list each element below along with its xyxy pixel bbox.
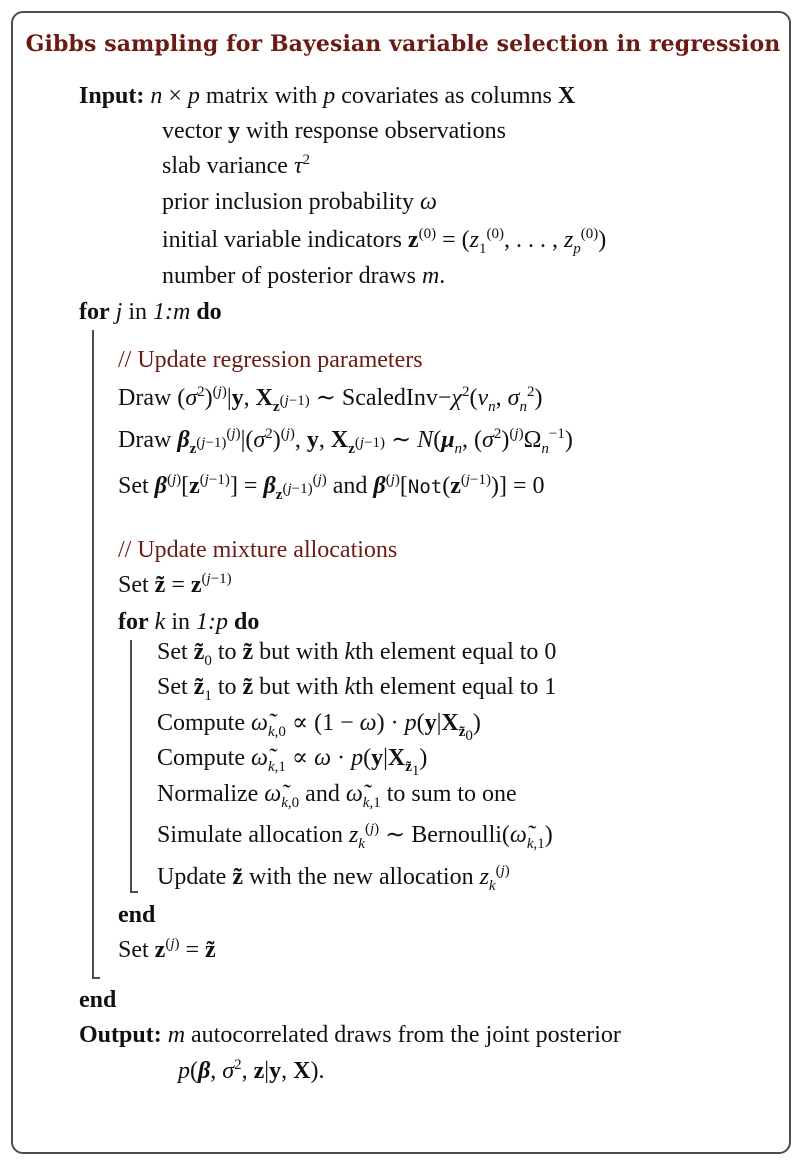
for-k-scope-line [130,640,132,892]
input-line-5: initial variable indicators $z^{(0)} = (z_1^{(0)}$, . . . , $z_p^{(0)}$) [162,226,607,257]
k-step-2: Set $z̃_1$ to z̃ but with kth element equal to 1 [157,674,557,704]
set-beta-step: Set $\beta^{(j)}[z^{(j-1)}] = \beta_{z^{(j-1)}}^{(j)}$ and $\beta^{(j)}[Not(z^{(j-1)})] = 0$ [118,472,545,503]
comment-update-mixture: // Update mixture allocations [118,537,398,563]
set-zj-step: Set $z^{(j)}$ = z̃ [118,936,216,963]
input-line-6: number of posterior draws m. [162,263,446,289]
draw-sigma-step: Draw $(\sigma^2)^{(j)}|y$, $X_{z^{(j-1)}}$ ∼ $ScaledInv-\chi^2(\nu_n$, $\sigma_n^2$) [118,384,543,415]
comment-update-regression: // Update regression parameters [118,347,423,373]
k-step-6: Simulate allocation $z_k^{(j)}$ ∼ $Bernoulli(\omegã_{k,1})$ [157,821,553,852]
k-step-1: Set $z̃_0$ to z̃ but with kth element equal to 0 [157,639,557,669]
set-ztilde-step: Set z̃ = $z^{(j-1)}$ [118,571,232,598]
for-j-scope-line [92,330,94,978]
for-j-end: end [79,987,117,1013]
draw-beta-step: Draw $\beta_{z^{(j-1)}}^{(j)}|(\sigma^2)^{(j)}$, y, $X_{z^{(j-1)}}$ ∼ $N(\mu_n$, $(\sigma^2)^{(j)}\Omega_n^{-1}$) [118,426,573,457]
algorithm-title: Gibbs sampling for Bayesian variable selection in regression [25,31,781,57]
for-j-scope-tick [92,977,100,979]
input-line-3: slab variance $\tau^2$ [162,152,311,179]
output-line-2: p(β, $\sigma^2$, z|y, X). [178,1057,325,1084]
k-step-7: Update z̃ with the new allocation $z_k^{(j)}$ [157,863,510,894]
input-line-4: prior inclusion probability ω [162,189,437,215]
input-line-1 [79,81,575,111]
output-label: Output: [79,1022,162,1048]
input-label: Input: [79,83,145,109]
input-line-1-text: n × p matrix with p covariates as columns X [150,83,576,109]
input-line-2: vector y with response observations [162,118,506,144]
for-k-header: for k in 1:p do [118,609,260,635]
k-step-3: Compute $\omegã_{k,0} \propto (1 - \omega) \cdot p(y|X_{z̃_0})$ [157,710,481,744]
for-j-header: for j in 1:m do [79,299,222,325]
output-line-1: Output: m autocorrelated draws from the joint posterior [79,1022,621,1048]
for-k-scope-tick [130,891,138,893]
for-k-end: end [118,902,156,928]
k-step-5: Normalize $\omegã_{k,0}$ and $\omegã_{k,1}$ to sum to one [157,781,517,811]
k-step-4: Compute $\omegã_{k,1} \propto \omega \cdot p(y|X_{z̃_1})$ [157,745,428,779]
